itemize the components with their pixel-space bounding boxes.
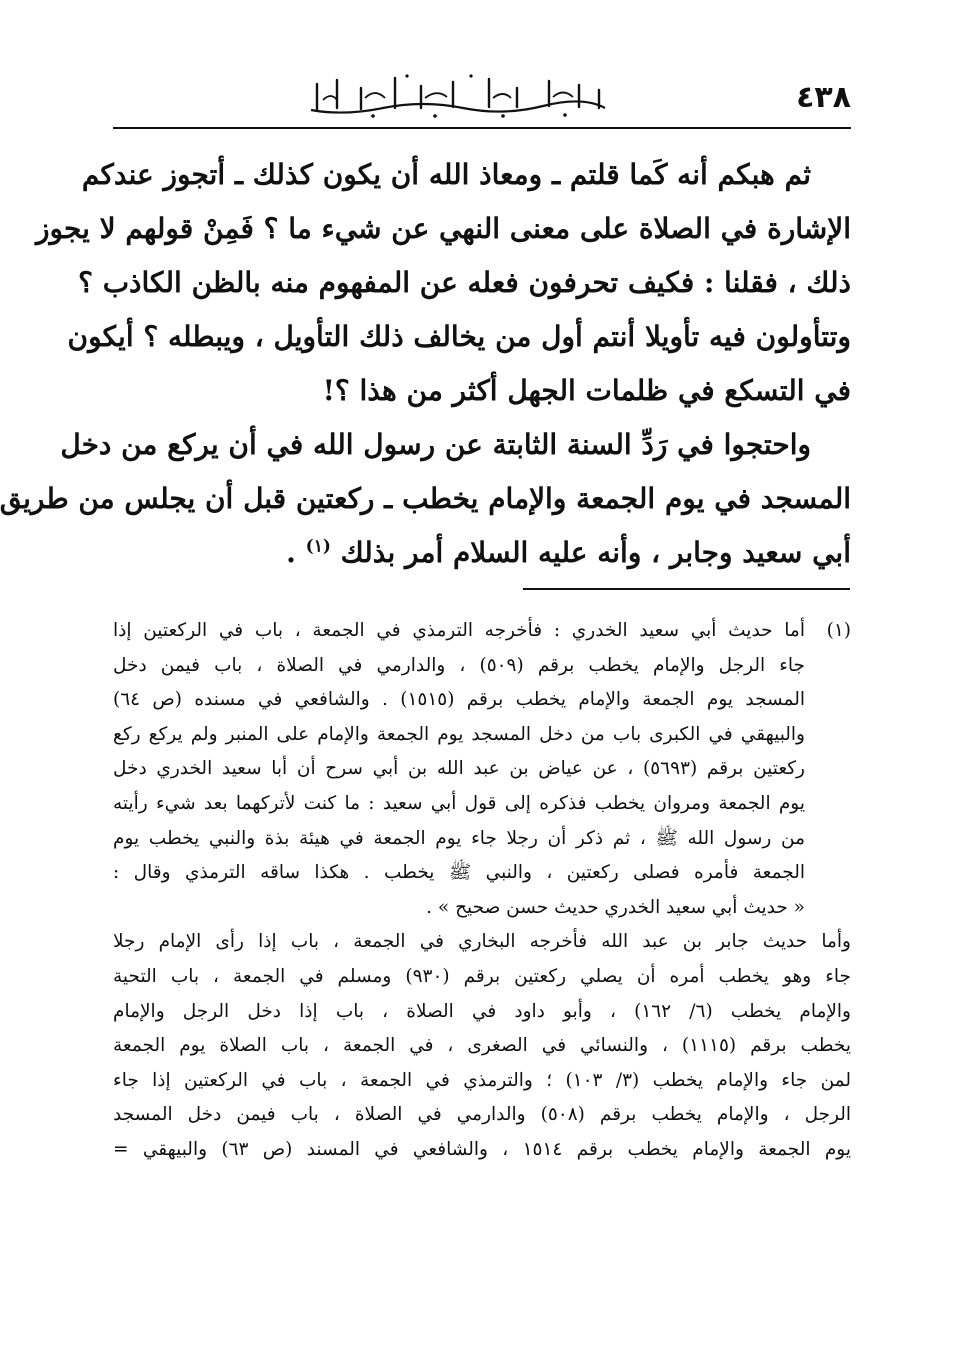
text-line: واحتجوا في رَدِّ السنة الثابتة عن رسول الله في أن يركع من دخل [60, 428, 811, 461]
footnote-line: « حديث أبي سعيد الخدري حديث حسن صحيح » . [426, 896, 805, 918]
footnote-reference[interactable]: (١) [305, 536, 331, 557]
footnote-line: ركعتين برقم (٥٦٩٣) ، عن عياض بن عبد الله بن أبي سرح أن أبا سعيد الخدري دخل [113, 758, 805, 780]
footnote-line: الرجل ، والإمام يخطب برقم (٥٠٨) والدارمي في الصلاة ، باب فيمن دخل المسجد [113, 1104, 852, 1126]
text-line: أبي سعيد وجابر ، وأنه عليه السلام أمر بذلك [340, 536, 851, 569]
footnote-line: لمن جاء والإمام يخطب (٣/ ١٠٣) ؛ والترمذي في الجمعة ، باب في الركعتين إذا جاء [113, 1069, 851, 1091]
header-divider [113, 127, 851, 129]
footnote-line: يخطب برقم (١١١٥) ، والنسائي في الصغرى ، في الجمعة ، باب الصلاة يوم الجمعة [113, 1035, 851, 1057]
footnote-line: جاء وهو يخطب أمره أن يصلي ركعتين برقم (٩٣٠) ومسلم في الجمعة ، باب التحية [113, 965, 851, 987]
text-line: ثم هبكم أنه كَما قلتم ـ ومعاذ الله أن يكون كذلك ـ أتجوز عندكم [81, 158, 811, 191]
footnote-line: الجمعة فأمره فصلى ركعتين ، والنبي ﷺ يخطب . هكذا ساقه الترمذي وقال : [113, 862, 805, 884]
footnote-text: أما حديث أبي سعيد الخدري : فأخرجه الترمذي في الجمعة ، باب في الركعتين إذا [113, 620, 805, 641]
footnote-line: المسجد يوم الجمعة والإمام يخطب برقم (١٥١٥) . والشافعي في مسنده (ص ٦٤) [113, 689, 805, 711]
text-line: المسجد في يوم الجمعة والإمام يخطب ـ ركعتين قبل أن يجلس من طريق [0, 482, 851, 515]
footnote-line: جاء الرجل والإمام يخطب برقم (٥٠٩) ، والدارمي في الصلاة ، باب فيمن دخل [113, 654, 805, 676]
footnote-divider [523, 588, 850, 590]
sentence-end: . [286, 536, 306, 569]
footnote-line: والبيهقي في الكبرى باب من دخل المسجد يوم الجمعة والإمام على المنبر ولم يركع ركع [113, 723, 805, 745]
footnote-line: وأما حديث جابر بن عبد الله فأخرجه البخاري في الجمعة ، باب إذا رأى الإمام رجلا [113, 931, 851, 953]
book-page [1, 0, 962, 1370]
page-number: ٤٣٨ [796, 80, 851, 115]
footnote-line: والإمام يخطب (٦/ ١٦٢) ، وأبو داود في الصلاة ، باب إذا دخل الرجل والإمام [113, 1000, 851, 1022]
footnote-line [113, 614, 851, 649]
main-text [0, 148, 851, 580]
book-title-calligraphy [303, 70, 613, 122]
running-header [113, 70, 851, 128]
footnote-line: يوم الجمعة والإمام يخطب برقم ١٥١٤ ، والشافعي في المسند (ص ٦٣) والبيهقي = [113, 1138, 851, 1160]
footnotes [113, 614, 851, 1168]
text-line: في التسكع في ظلمات الجهل أكثر من هذا ؟! [322, 374, 851, 407]
text-line: وتتأولون فيه تأويلا أنتم أول من يخالف ذلك التأويل ، ويبطله ؟ أيكون [67, 320, 851, 353]
text-line: الإشارة في الصلاة على معنى النهي عن شيء ما ؟ فَمِنْ قولهم لا يجوز [36, 212, 851, 245]
text-line-with-note [113, 526, 851, 580]
footnote-line: من رسول الله ﷺ ، ثم ذكر أن رجلا جاء يوم الجمعة في هيئة بذة والنبي يخطب يوم [113, 827, 805, 849]
footnote-number: (١) [826, 620, 851, 641]
text-line: ذلك ، فقلنا : فكيف تحرفون فعله عن المفهوم منه بالظن الكاذب ؟ [78, 266, 851, 299]
footnote-line: يوم الجمعة ومروان يخطب فذكره إلى قول أبي سعيد : ما كنت لأتركهما بعد شيء رأيته [113, 792, 805, 814]
